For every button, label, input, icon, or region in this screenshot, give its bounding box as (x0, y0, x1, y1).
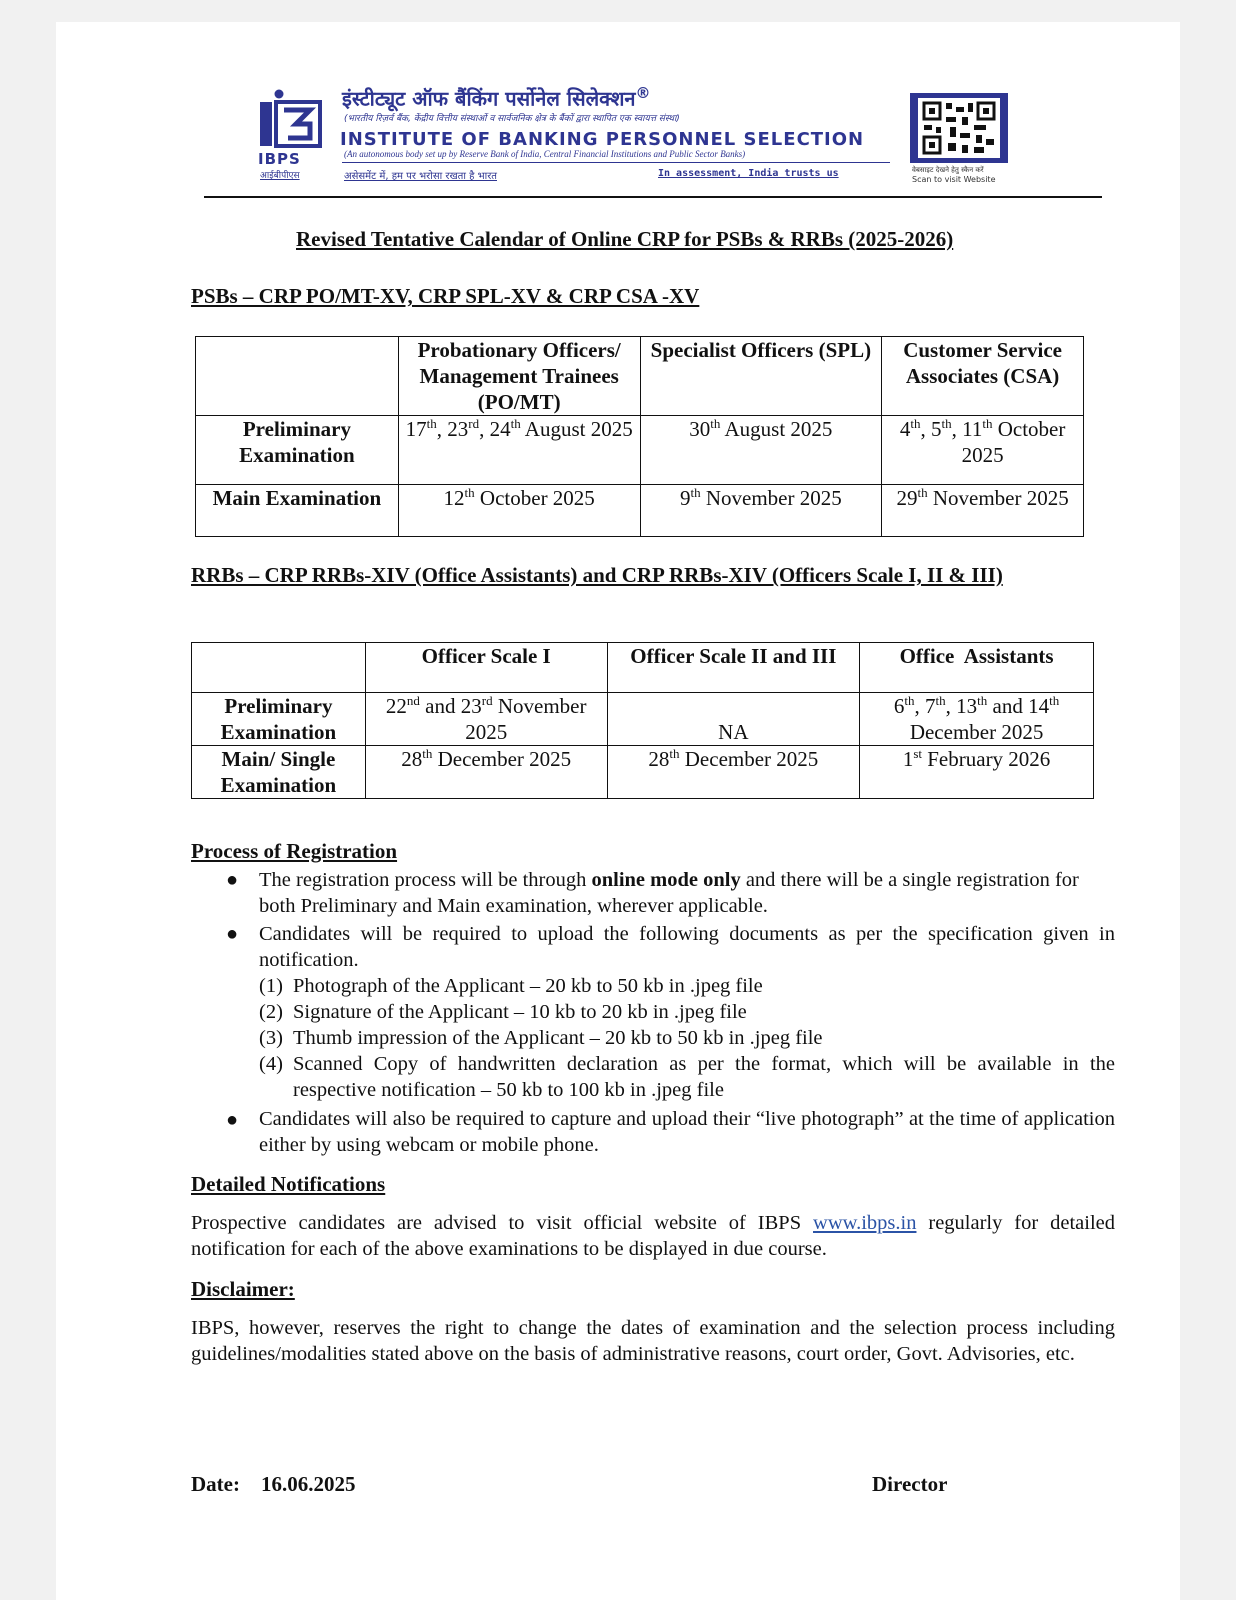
logo-abbr: IBPS (258, 150, 301, 168)
notifications-text: Prospective candidates are advised to visit official website of IBPS www.ibps.in regularly for detailed notification for each of the above examinations to be displayed in due course. (191, 1212, 1115, 1260)
column-header-office-assistants: Office Assistants (860, 643, 1094, 693)
ibps-website-link[interactable]: www.ibps.in (813, 1212, 917, 1234)
bullet-icon: ● (226, 1109, 239, 1131)
qr-caption-hindi: वेबसाइट देखने हेतु स्कैन करें (912, 166, 984, 174)
english-institute-name: INSTITUTE OF BANKING PERSONNEL SELECTION (340, 129, 865, 150)
registration-heading: Process of Registration (191, 839, 398, 863)
row-label-preliminary: Preliminary Examination (192, 693, 366, 746)
registration-bullet-online: The registration process will be through online mode only and there will be a single registration for both Preliminary and Main examination, wherever applicable. (259, 869, 1079, 917)
document-title: Revised Tentative Calendar of Online CRP for PSBs & RRBs (2025-2026) (296, 227, 954, 251)
row-label-main-single: Main/ Single Examination (192, 746, 366, 799)
table-corner-cell (196, 337, 399, 416)
table-corner-cell (192, 643, 366, 693)
notifications-heading: Detailed Notifications (191, 1172, 386, 1196)
hindi-subtitle: (भारतीय रिज़र्व बैंक, केंद्रीय वित्तीय संस्थाओं व सार्वजनिक क्षेत्र के बैंकों द्वारा स्थापित एक स्वायत्त संस्था) (344, 114, 680, 124)
qr-caption-english: Scan to visit Website (912, 175, 996, 184)
rrb-section-heading: RRBs – CRP RRBs-XIV (Office Assistants) and CRP RRBs-XIV (Officers Scale I, II & III) (191, 563, 1003, 587)
row-label-preliminary: Preliminary Examination (196, 416, 399, 485)
registered-mark: ® (635, 84, 651, 102)
column-header-officer-scale-1: Officer Scale I (365, 643, 607, 693)
column-header-po-mt: Probationary Officers/ Management Trainees (PO/MT) (398, 337, 640, 416)
list-number: (2) (259, 1001, 283, 1023)
date-cell: 6th, 7th, 13th and 14th December 2025 (860, 693, 1094, 746)
date-cell: 1st February 2026 (860, 746, 1094, 799)
date-value: 16.06.2025 (261, 1472, 356, 1496)
disclaimer-heading: Disclaimer: (191, 1277, 295, 1301)
tagline-hindi: असेसमेंट में, हम पर भरोसा रखता है भारत (344, 171, 497, 182)
document-item: Photograph of the Applicant – 20 kb to 50 kb in .jpeg file (293, 975, 763, 997)
date-label: Date: (191, 1472, 240, 1496)
signatory-title: Director (872, 1472, 948, 1496)
bullet-icon: ● (226, 923, 239, 945)
date-cell: 17th, 23rd, 24th August 2025 (398, 416, 640, 485)
registration-bullet-live-photo: Candidates will also be required to capture and upload their “live photograph” at the time of application either by using webcam or mobile phone. (259, 1108, 1115, 1156)
document-item: Thumb impression of the Applicant – 20 kb to 50 kb in .jpeg file (293, 1027, 823, 1049)
rrb-calendar-table (191, 642, 1094, 799)
document-item: Signature of the Applicant – 10 kb to 20 kb in .jpeg file (293, 1001, 747, 1023)
registration-bullet-documents: Candidates will be required to upload the following documents as per the specification given in notification. (259, 923, 1115, 971)
date-cell: 28th December 2025 (607, 746, 860, 799)
document-item: Scanned Copy of handwritten declaration as per the format, which will be available in the respective notification – 50 kb to 100 kb in .jpeg file (293, 1053, 1115, 1101)
date-cell: NA (607, 693, 860, 746)
logo-abbr-hindi: आईबीपीएस (260, 171, 300, 181)
disclaimer-text: IBPS, however, reserves the right to change the dates of examination and the selection process including guidelines/modalities stated above on the basis of administrative reasons, court order, Govt. Advisories, etc. (191, 1317, 1115, 1365)
date-cell: 28th December 2025 (365, 746, 607, 799)
column-header-csa: Customer Service Associates (CSA) (882, 337, 1084, 416)
tagline-english: In assessment, India trusts us (658, 168, 839, 179)
date-cell: 29th November 2025 (882, 485, 1084, 537)
table-row (196, 416, 1084, 485)
table-row (196, 485, 1084, 537)
bullet-icon: ● (226, 869, 239, 891)
date-cell: 12th October 2025 (398, 485, 640, 537)
qr-code-icon[interactable] (910, 93, 1008, 163)
date-cell: 9th November 2025 (640, 485, 882, 537)
table-header-row (192, 643, 1094, 693)
english-subtitle: (An autonomous body set up by Reserve Bank of India, Central Financial Institutions and Public Sector Banks) (344, 149, 746, 159)
table-row (192, 746, 1094, 799)
row-label-main: Main Examination (196, 485, 399, 537)
psb-calendar-table (195, 336, 1084, 537)
table-row (192, 693, 1094, 746)
list-number: (4) (259, 1053, 283, 1075)
date-cell: 30th August 2025 (640, 416, 882, 485)
date-cell: 4th, 5th, 11th October 2025 (882, 416, 1084, 485)
date-cell: 22nd and 23rd November 2025 (365, 693, 607, 746)
column-header-officer-scale-2-3: Officer Scale II and III (607, 643, 860, 693)
psb-section-heading: PSBs – CRP PO/MT-XV, CRP SPL-XV & CRP CSA -XV (191, 284, 700, 308)
table-header-row (196, 337, 1084, 416)
header-divider (204, 196, 1102, 198)
list-number: (3) (259, 1027, 283, 1049)
hindi-institute-name: इंस्टीट्यूट ऑफ बैंकिंग पर्सोनेल सिलेक्शन® (342, 84, 651, 111)
list-number: (1) (259, 975, 283, 997)
column-header-spl: Specialist Officers (SPL) (640, 337, 882, 416)
letterhead-divider (342, 162, 890, 163)
